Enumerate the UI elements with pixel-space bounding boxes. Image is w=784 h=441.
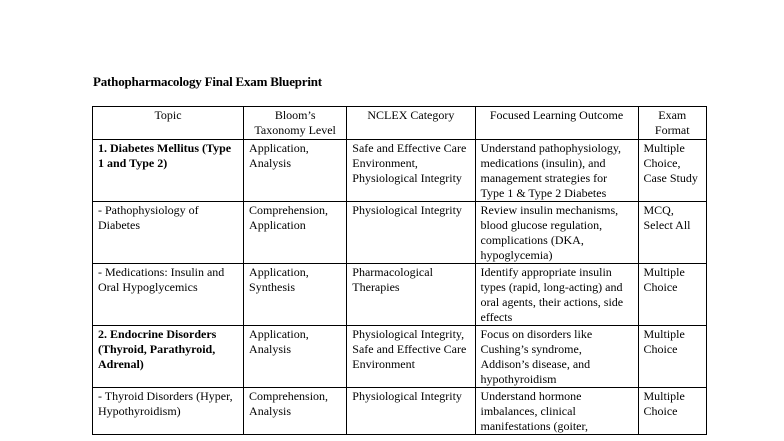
cell-nclex: Pharmacological Therapies: [347, 264, 475, 326]
cell-format: Multiple Choice: [638, 388, 707, 435]
table-header-row: [93, 107, 707, 140]
cell-topic: - Thyroid Disorders (Hyper, Hypothyroidism): [93, 388, 244, 435]
cell-format: Multiple Choice: [638, 264, 707, 326]
document-title: Pathopharmacology Final Exam Blueprint: [93, 74, 322, 89]
header-outcome: Focused Learning Outcome: [475, 107, 638, 140]
cell-bloom: Comprehension, Application: [244, 202, 347, 264]
cell-outcome: Focus on disorders like Cushing’s syndrome, Addison’s disease, and hypothyroidism: [475, 326, 638, 388]
cell-outcome: Understand hormone imbalances, clinical manifestations (goiter,: [475, 388, 638, 435]
cell-bloom: Comprehension, Analysis: [244, 388, 347, 435]
table-row: [93, 202, 707, 264]
cell-topic: 2. Endocrine Disorders (Thyroid, Parathyroid, Adrenal): [93, 326, 244, 388]
cell-bloom: Application, Synthesis: [244, 264, 347, 326]
table-row: [93, 264, 707, 326]
cell-nclex: Safe and Effective Care Environment, Physiological Integrity: [347, 140, 475, 202]
cell-format: Multiple Choice: [638, 326, 707, 388]
header-format: Exam Format: [638, 107, 707, 140]
cell-outcome: Identify appropriate insulin types (rapid, long-acting) and oral agents, their actions, side effects: [475, 264, 638, 326]
header-nclex: NCLEX Category: [347, 107, 475, 140]
exam-blueprint-table: [92, 106, 707, 435]
cell-nclex: Physiological Integrity, Safe and Effective Care Environment: [347, 326, 475, 388]
cell-format: Multiple Choice, Case Study: [638, 140, 707, 202]
header-topic: Topic: [93, 107, 244, 140]
cell-topic: 1. Diabetes Mellitus (Type 1 and Type 2): [93, 140, 244, 202]
cell-nclex: Physiological Integrity: [347, 202, 475, 264]
cell-topic: - Medications: Insulin and Oral Hypoglycemics: [93, 264, 244, 326]
table-row: [93, 140, 707, 202]
cell-bloom: Application, Analysis: [244, 326, 347, 388]
cell-outcome: Review insulin mechanisms, blood glucose regulation, complications (DKA, hypoglycemia): [475, 202, 638, 264]
cell-nclex: Physiological Integrity: [347, 388, 475, 435]
table-row: [93, 326, 707, 388]
cell-topic: - Pathophysiology of Diabetes: [93, 202, 244, 264]
table-row: [93, 388, 707, 435]
header-bloom: Bloom’s Taxonomy Level: [244, 107, 347, 140]
cell-bloom: Application, Analysis: [244, 140, 347, 202]
cell-outcome: Understand pathophysiology, medications (insulin), and management strategies for Type 1 & Type 2 Diabetes: [475, 140, 638, 202]
cell-format: MCQ, Select All: [638, 202, 707, 264]
